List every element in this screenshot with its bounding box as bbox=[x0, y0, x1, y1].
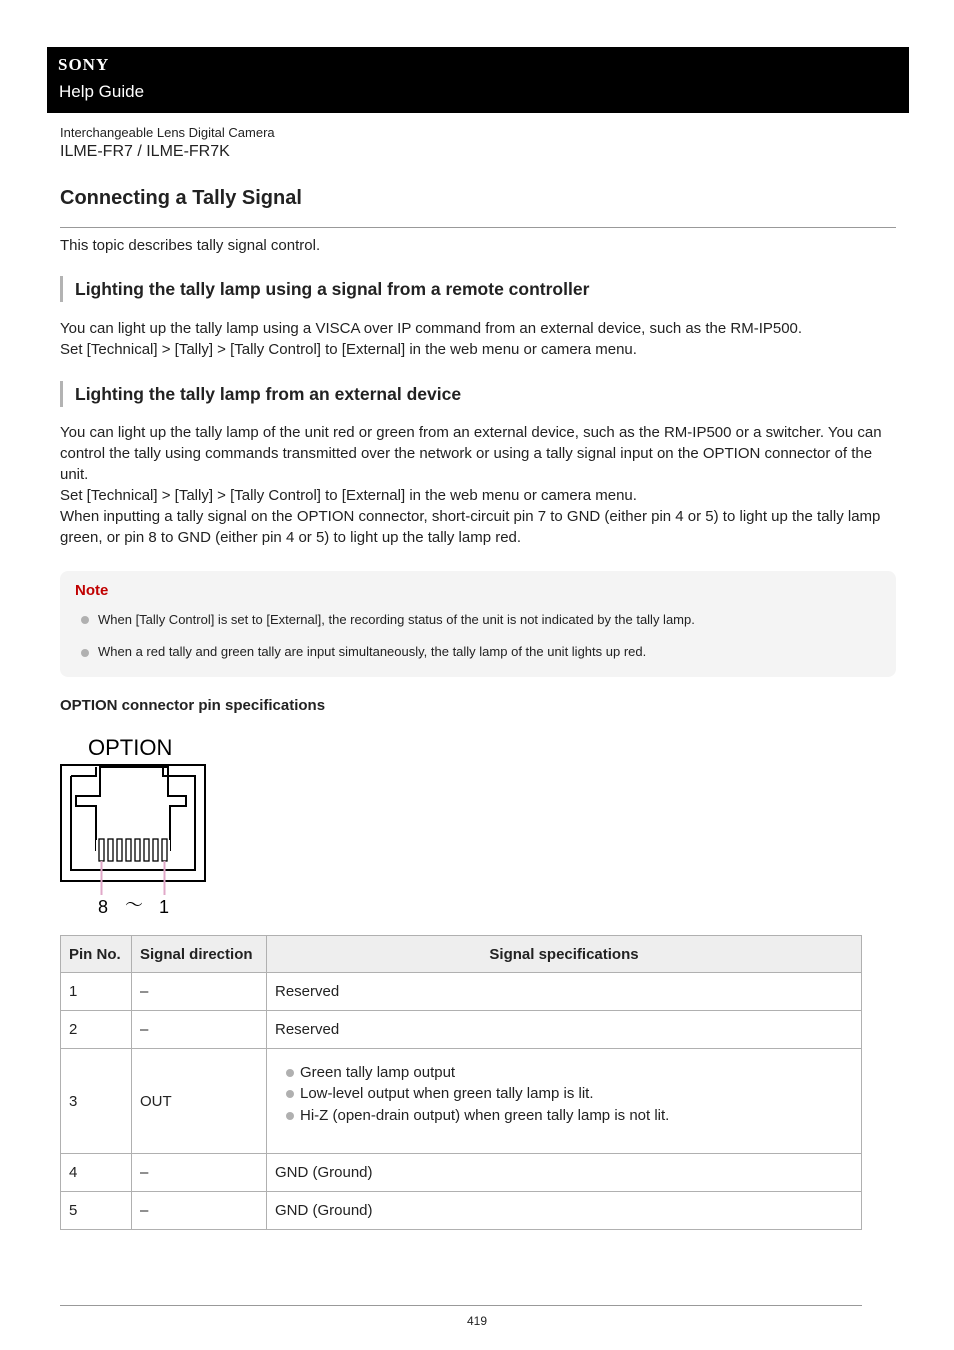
spec-cell bbox=[267, 1049, 862, 1154]
pin-cell: 5 bbox=[61, 1192, 132, 1230]
direction-cell: – bbox=[132, 1011, 267, 1049]
spec-caption: OPTION connector pin specifications bbox=[60, 697, 326, 714]
pin-cell: 2 bbox=[61, 1011, 132, 1049]
page-number: 419 bbox=[466, 1314, 488, 1328]
header-pin-no: Pin No. bbox=[61, 936, 132, 973]
connector-label: OPTION bbox=[88, 735, 173, 760]
pin-range-label: ～ bbox=[125, 895, 143, 916]
direction-cell: – bbox=[132, 1192, 267, 1230]
header-signal-specifications: Signal specifications bbox=[267, 936, 862, 973]
body-line: When inputting a tally signal on the OPTION connector, short-circuit pin 7 to GND (either pin 4 or 5) to light up the tally lamp green, or pin 8 to GND (either pin 4 or 5) to light up the tally lamp red. bbox=[60, 508, 881, 546]
table-row bbox=[61, 1192, 862, 1230]
direction-cell: – bbox=[132, 1154, 267, 1192]
site-header bbox=[47, 47, 909, 113]
section-body-remote bbox=[60, 318, 898, 360]
spec-cell: Reserved bbox=[267, 973, 862, 1011]
section-body-external bbox=[60, 422, 898, 548]
pin-8-label: 8 bbox=[98, 897, 109, 917]
pin-cell: 4 bbox=[61, 1154, 132, 1192]
option-connector-diagram bbox=[58, 730, 210, 918]
spec-bullet: Hi-Z (open-drain output) when green tally lamp is not lit. bbox=[275, 1105, 853, 1127]
spec-bullet-list bbox=[275, 1062, 853, 1127]
section-heading-external: Lighting the tally lamp from an external device bbox=[60, 381, 461, 407]
page-title: Connecting a Tally Signal bbox=[60, 187, 302, 209]
note-item: When a red tally and green tally are input simultaneously, the tally lamp of the unit lights up red. bbox=[98, 644, 647, 659]
spec-bullet: Green tally lamp output bbox=[275, 1062, 853, 1084]
pin-spec-table bbox=[60, 935, 862, 1230]
spec-cell: GND (Ground) bbox=[267, 1192, 862, 1230]
spec-bullet: Low-level output when green tally lamp is lit. bbox=[275, 1083, 853, 1105]
table-row bbox=[61, 1049, 862, 1154]
section-heading-remote: Lighting the tally lamp using a signal from a remote controller bbox=[60, 276, 589, 302]
table-header-row bbox=[61, 936, 862, 973]
note-item: When [Tally Control] is set to [External], the recording status of the unit is not indicated by the tally lamp. bbox=[98, 612, 695, 627]
table-row bbox=[61, 1011, 862, 1049]
note-title: Note bbox=[75, 582, 109, 599]
header-signal-direction: Signal direction bbox=[132, 936, 267, 973]
connector-outline bbox=[61, 765, 205, 881]
pin-cell: 3 bbox=[61, 1049, 132, 1154]
title-divider bbox=[60, 227, 896, 228]
product-line: Interchangeable Lens Digital Camera bbox=[60, 125, 275, 140]
body-line: Set [Technical] > [Tally] > [Tally Control] to [External] in the web menu or camera menu. bbox=[60, 341, 637, 358]
spec-cell: GND (Ground) bbox=[267, 1154, 862, 1192]
note-box bbox=[60, 571, 896, 677]
direction-cell: – bbox=[132, 973, 267, 1011]
sony-logo: SONY bbox=[58, 55, 110, 74]
model-name: ILME-FR7 / ILME-FR7K bbox=[60, 143, 230, 160]
direction-cell: OUT bbox=[132, 1049, 267, 1154]
table-row bbox=[61, 973, 862, 1011]
body-line: Set [Technical] > [Tally] > [Tally Control] to [External] in the web menu or camera menu. bbox=[60, 487, 637, 504]
intro-text: This topic describes tally signal control. bbox=[60, 237, 321, 254]
pin-cell: 1 bbox=[61, 973, 132, 1011]
bullet-icon bbox=[81, 616, 89, 624]
table-row bbox=[61, 1154, 862, 1192]
pin-1-label: 1 bbox=[159, 897, 170, 917]
body-line: You can light up the tally lamp using a VISCA over IP command from an external device, such as the RM-IP500. bbox=[60, 320, 803, 337]
bullet-icon bbox=[81, 649, 89, 657]
body-line: You can light up the tally lamp of the unit red or green from an external device, such as the RM-IP500 or a switcher. You can control the tally using commands transmitted over the network or using a tally signal input on the OPTION connector of the unit. bbox=[60, 424, 882, 483]
help-guide-label: Help Guide bbox=[59, 82, 145, 101]
footer-divider bbox=[60, 1305, 862, 1306]
spec-cell: Reserved bbox=[267, 1011, 862, 1049]
